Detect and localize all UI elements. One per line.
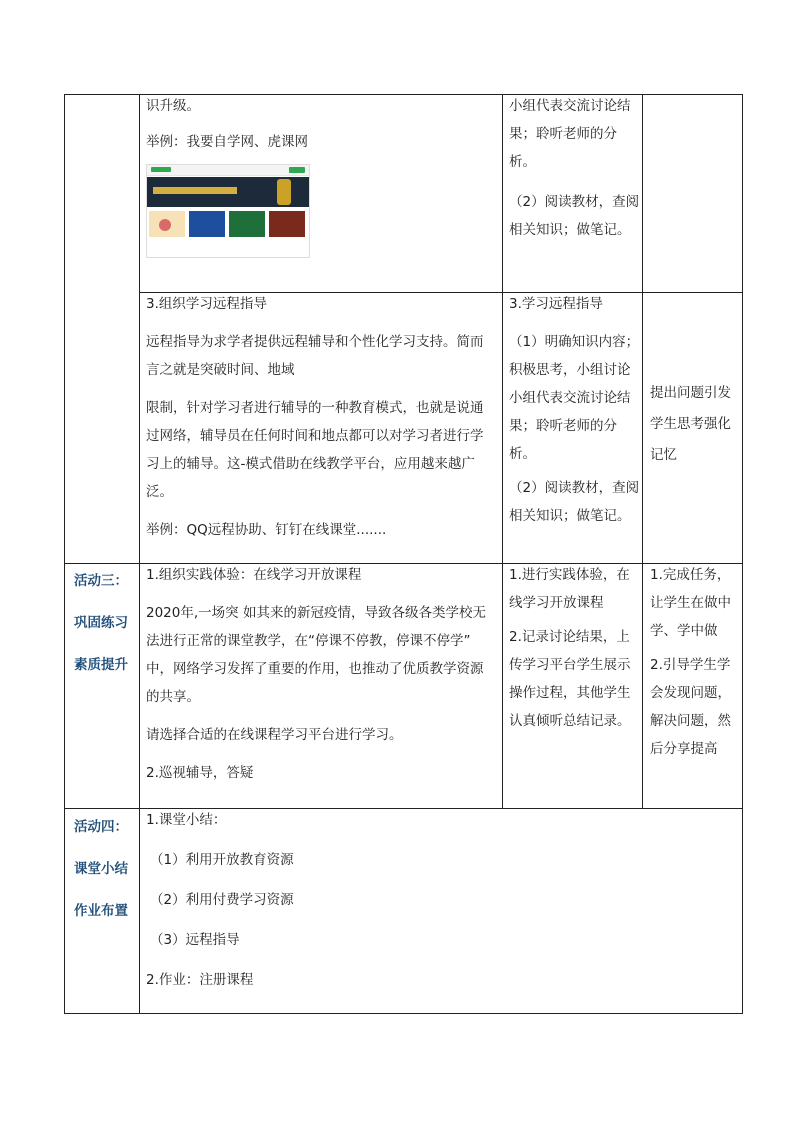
banner-image <box>147 177 309 207</box>
row2-student-activity: 3.学习远程指导 （1）明确知识内容； 积极思考，小组讨论 小组代表交流讨论结 果；聆听老师的分析。 （2）阅读教材，查阅 相关知识；做笔记。 <box>509 296 640 524</box>
activity-four-label: 活动四： 课堂小结 作业布置 <box>74 819 128 919</box>
row3-content: 1.组织实践体验：在线学习开放课程 2020年,一场突 如其来的新冠疫情，导致各级各类学校无 法进行正常的课堂教学，在“停课不停教，停课不停学” 中，网络学习发挥了重要的作用，也推动了优质教学资源 的共享。 请选择合适的在线课程学习平台进行学习。 2.巡视辅导，答疑 <box>146 561 498 787</box>
row1-content <box>146 92 496 258</box>
course-card <box>149 211 185 237</box>
crown-icon <box>277 179 291 205</box>
col-divider-3 <box>642 94 643 809</box>
website-screenshot-image <box>146 164 310 258</box>
row1-line: 识升级。 <box>146 98 200 114</box>
table-border-left <box>64 94 65 1014</box>
avatar <box>159 219 171 231</box>
row2-title: 3.组织学习远程指导 <box>146 296 267 312</box>
row2-content: 3.组织学习远程指导 远程指导为求学者提供远程辅导和个性化学习支持。简而 言之就是突破时间、地域 限制，针对学习者进行辅导的一种教育模式，也就是说通 过网络，辅导员在任何时间和地点都可以对学习者进行学 习上的辅导。这-模式借助在线教学平台，应用越来越广泛。 举例：QQ远程协助、钉钉在线课堂....... <box>146 290 498 544</box>
course-card <box>229 211 265 237</box>
activity-three-label: 活动三： 巩固练习 素质提升 <box>74 573 128 673</box>
table-border-right <box>742 94 743 1014</box>
row3-title: 1.组织实践体验：在线学习开放课程 <box>146 567 362 583</box>
row2-example: 举例：QQ远程协助、钉钉在线课堂....... <box>146 522 387 538</box>
course-card <box>269 211 305 237</box>
table-border-bottom <box>64 1013 743 1014</box>
col-divider-2 <box>502 94 503 809</box>
row1-student-activity: 小组代表交流讨论结 果；聆听老师的分析。 （2）阅读教材，查阅 相关知识；做笔记。 <box>509 98 640 238</box>
row1-example: 举例：我要自学网、虎课网 <box>146 134 308 150</box>
row4-content: 1.课堂小结： （1）利用开放教育资源 （2）利用付费学习资源 （3）远程指导 2.作业：注册课程 <box>146 812 294 988</box>
row3-student-activity: 1.进行实践体验，在 线学习开放课程 2.记录讨论结果，上 传学习平台学生展示 操作过程，其他学生 认真倾听总结记录。 <box>509 567 631 729</box>
site-logo-icon <box>151 167 171 172</box>
course-card <box>189 211 225 237</box>
row2-design-intent: 提出问题引发 学生思考强化 记忆 <box>650 385 731 463</box>
row3-design-intent: 1.完成任务， 让学生在做中 学、学中做 2.引导学生学 会发现问题， 解决问题，然 后分享提高 <box>650 567 731 757</box>
